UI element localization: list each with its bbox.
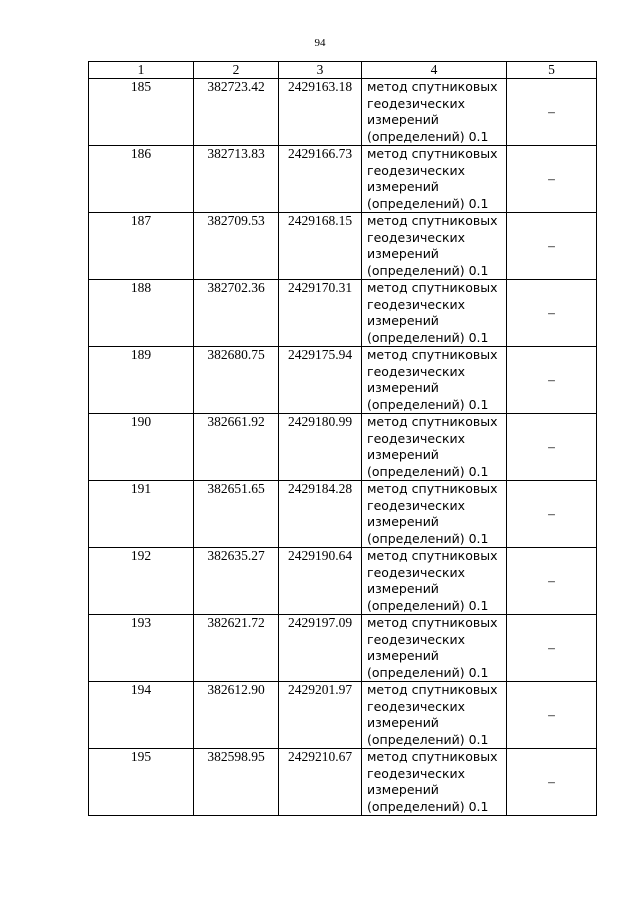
y-coordinate-cell: 2429197.09 (279, 615, 362, 682)
note-cell: – (507, 749, 597, 816)
method-text-line: метод спутниковых (367, 749, 498, 764)
method-text-line: (определений) 0.1 (367, 731, 489, 747)
method-text-line: метод спутниковых (367, 548, 498, 563)
method-text-line: (определений) 0.1 (367, 128, 489, 144)
method-text-line: метод спутниковых (367, 615, 498, 630)
method-text-line: геодезических (367, 564, 466, 580)
table-row (89, 414, 597, 481)
column-header-3: 3 (279, 62, 362, 79)
method-text-line: метод спутниковых (367, 79, 498, 94)
column-header-2: 2 (194, 62, 279, 79)
method-text-line: измерений (367, 782, 439, 797)
y-coordinate-cell: 2429190.64 (279, 548, 362, 615)
x-coordinate-cell: 382680.75 (194, 347, 279, 414)
method-text-line: измерений (367, 581, 439, 596)
method-text-line: измерений (367, 179, 439, 194)
table-row (89, 682, 597, 749)
table-row (89, 79, 597, 146)
point-number-cell: 190 (89, 414, 194, 481)
method-text-line: (определений) 0.1 (367, 262, 489, 278)
method-cell (362, 414, 507, 481)
note-cell: – (507, 347, 597, 414)
point-number-cell: 193 (89, 615, 194, 682)
method-cell (362, 615, 507, 682)
method-text-line: геодезических (367, 430, 466, 446)
table-row (89, 213, 597, 280)
method-text-line: измерений (367, 514, 439, 529)
note-cell: – (507, 615, 597, 682)
method-text-line: метод спутниковых (367, 481, 498, 496)
note-cell: – (507, 414, 597, 481)
point-number-cell: 186 (89, 146, 194, 213)
method-cell (362, 347, 507, 414)
y-coordinate-cell: 2429175.94 (279, 347, 362, 414)
method-text-line: метод спутниковых (367, 280, 498, 295)
x-coordinate-cell: 382702.36 (194, 280, 279, 347)
coordinates-table (88, 61, 597, 816)
point-number-cell: 192 (89, 548, 194, 615)
y-coordinate-cell: 2429184.28 (279, 481, 362, 548)
table-row (89, 481, 597, 548)
method-text-line: измерений (367, 715, 439, 730)
note-cell: – (507, 146, 597, 213)
method-cell (362, 548, 507, 615)
y-coordinate-cell: 2429163.18 (279, 79, 362, 146)
method-text-line: измерений (367, 246, 439, 261)
y-coordinate-cell: 2429170.31 (279, 280, 362, 347)
method-text-line: измерений (367, 112, 439, 127)
method-text-line: измерений (367, 447, 439, 462)
method-text-line: (определений) 0.1 (367, 463, 489, 479)
table-body (89, 79, 597, 816)
y-coordinate-cell: 2429201.97 (279, 682, 362, 749)
method-text-line: геодезических (367, 698, 466, 714)
x-coordinate-cell: 382723.42 (194, 79, 279, 146)
table-row (89, 615, 597, 682)
method-text-line: геодезических (367, 497, 466, 513)
point-number-cell: 187 (89, 213, 194, 280)
method-text-line: геодезических (367, 296, 466, 312)
method-text-line: измерений (367, 313, 439, 328)
method-text-line: геодезических (367, 631, 466, 647)
page-number: 94 (314, 37, 326, 49)
method-text-line: геодезических (367, 95, 466, 111)
method-text-line: метод спутниковых (367, 213, 498, 228)
method-cell (362, 682, 507, 749)
table-row (89, 280, 597, 347)
method-text-line: геодезических (367, 229, 466, 245)
method-text-line: метод спутниковых (367, 146, 498, 161)
method-text-line: метод спутниковых (367, 414, 498, 429)
method-cell (362, 481, 507, 548)
method-cell (362, 79, 507, 146)
note-cell: – (507, 213, 597, 280)
x-coordinate-cell: 382635.27 (194, 548, 279, 615)
method-text-line: (определений) 0.1 (367, 329, 489, 345)
note-cell: – (507, 548, 597, 615)
x-coordinate-cell: 382661.92 (194, 414, 279, 481)
point-number-cell: 195 (89, 749, 194, 816)
method-text-line: геодезических (367, 363, 466, 379)
method-text-line: геодезических (367, 162, 466, 178)
note-cell: – (507, 280, 597, 347)
x-coordinate-cell: 382713.83 (194, 146, 279, 213)
point-number-cell: 191 (89, 481, 194, 548)
y-coordinate-cell: 2429168.15 (279, 213, 362, 280)
x-coordinate-cell: 382621.72 (194, 615, 279, 682)
note-cell: – (507, 481, 597, 548)
point-number-cell: 185 (89, 79, 194, 146)
method-cell (362, 280, 507, 347)
method-cell (362, 146, 507, 213)
point-number-cell: 188 (89, 280, 194, 347)
table-row (89, 347, 597, 414)
method-cell (362, 213, 507, 280)
method-text-line: метод спутниковых (367, 347, 498, 362)
table-row (89, 749, 597, 816)
y-coordinate-cell: 2429210.67 (279, 749, 362, 816)
x-coordinate-cell: 382598.95 (194, 749, 279, 816)
x-coordinate-cell: 382709.53 (194, 213, 279, 280)
x-coordinate-cell: 382612.90 (194, 682, 279, 749)
note-cell: – (507, 79, 597, 146)
method-text-line: (определений) 0.1 (367, 664, 489, 680)
column-header-5: 5 (507, 62, 597, 79)
method-text-line: измерений (367, 648, 439, 663)
table-row (89, 548, 597, 615)
method-text-line: (определений) 0.1 (367, 396, 489, 412)
note-cell: – (507, 682, 597, 749)
y-coordinate-cell: 2429180.99 (279, 414, 362, 481)
method-text-line: (определений) 0.1 (367, 597, 489, 613)
method-text-line: (определений) 0.1 (367, 195, 489, 211)
method-text-line: (определений) 0.1 (367, 530, 489, 546)
column-header-4: 4 (362, 62, 507, 79)
point-number-cell: 189 (89, 347, 194, 414)
method-text-line: (определений) 0.1 (367, 798, 489, 814)
column-header-1: 1 (89, 62, 194, 79)
x-coordinate-cell: 382651.65 (194, 481, 279, 548)
table-row (89, 146, 597, 213)
method-text-line: метод спутниковых (367, 682, 498, 697)
y-coordinate-cell: 2429166.73 (279, 146, 362, 213)
table-header-row (89, 62, 597, 79)
point-number-cell: 194 (89, 682, 194, 749)
method-text-line: измерений (367, 380, 439, 395)
method-text-line: геодезических (367, 765, 466, 781)
method-cell (362, 749, 507, 816)
